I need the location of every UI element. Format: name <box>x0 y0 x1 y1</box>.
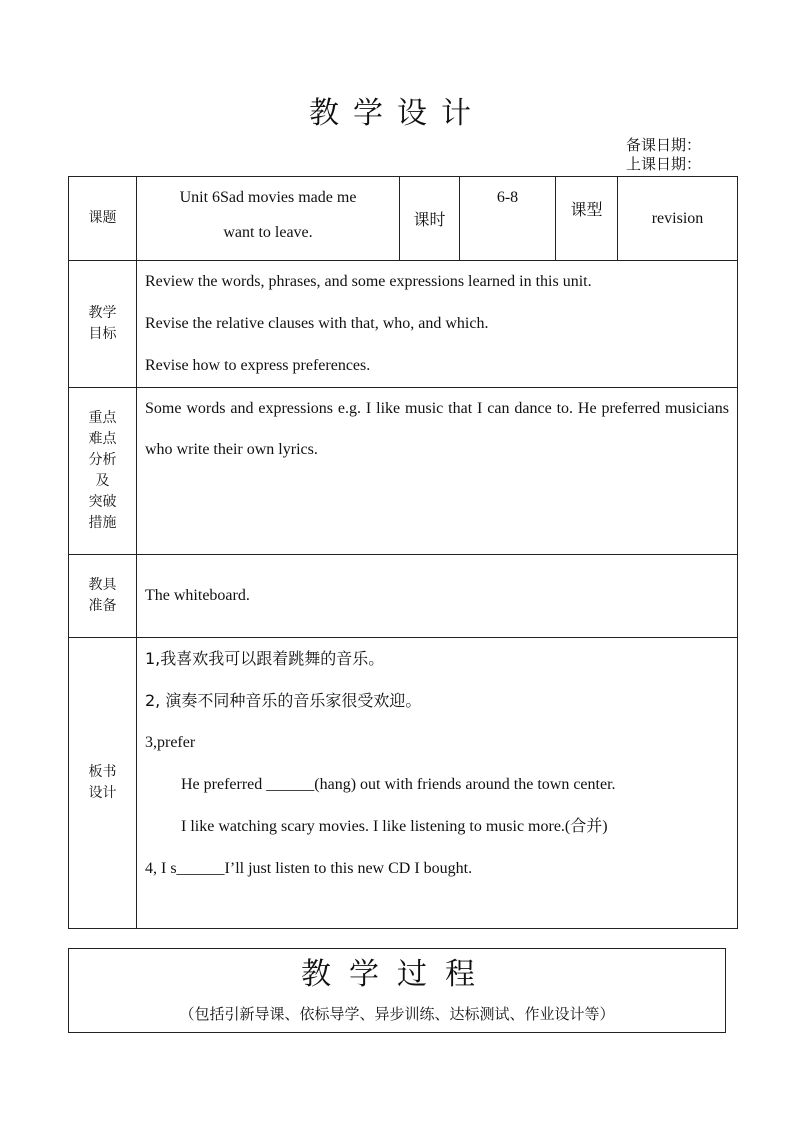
date-block <box>626 136 701 174</box>
objectives-label <box>69 261 137 388</box>
objective-item: Revise how to express preferences. <box>145 357 371 374</box>
lesson-plan-table <box>68 176 738 929</box>
objective-item: Revise the relative clauses with that, who, and which. <box>145 315 489 332</box>
board-label-line: 设计 <box>88 785 117 801</box>
board-line: 4, I s______I’ll just listen to this new CD I bought. <box>145 860 473 877</box>
materials-label-line: 准备 <box>88 598 117 614</box>
key-points-row <box>69 388 738 555</box>
type-value: revision <box>618 177 738 261</box>
materials-row <box>69 555 738 638</box>
objectives-content <box>137 261 738 388</box>
objective-item: Review the words, phrases, and some expressions learned in this unit. <box>145 273 592 290</box>
objectives-label-line: 教学 <box>88 305 117 321</box>
process-title: 教学过程 <box>301 957 493 992</box>
key-points-label-line: 突破 <box>88 494 117 510</box>
period-label: 课时 <box>400 177 460 261</box>
topic-line-1: Unit 6Sad movies made me <box>179 189 357 206</box>
objectives-row <box>69 261 738 388</box>
class-date-label: 上课日期： <box>626 155 702 173</box>
topic-line-2: want to leave. <box>223 224 313 241</box>
board-label <box>69 638 137 929</box>
key-points-label-line: 重点 <box>88 410 117 426</box>
period-value: 6-8 <box>460 177 556 261</box>
board-line: I like watching scary movies. I like listening to music more.(合并) <box>181 818 608 835</box>
materials-label-line: 教具 <box>88 577 117 593</box>
prep-date-label: 备课日期： <box>626 136 702 154</box>
objectives-label-line: 目标 <box>88 326 117 342</box>
topic-label: 课题 <box>69 177 137 261</box>
process-subtitle: （包括引新导课、依标导学、异步训练、达标测试、作业设计等） <box>179 1005 615 1023</box>
board-label-line: 板书 <box>88 764 117 780</box>
process-box <box>68 948 726 1033</box>
board-line: 2, 演奏不同种音乐的音乐家很受欢迎。 <box>145 691 422 710</box>
key-points-content <box>137 388 738 555</box>
board-content <box>137 638 738 929</box>
key-points-label-line: 措施 <box>88 515 117 531</box>
board-line: 1,我喜欢我可以跟着跳舞的音乐。 <box>145 649 385 668</box>
topic-cell <box>137 177 400 261</box>
page-title: 教学设计 <box>309 96 485 131</box>
board-line: He preferred ______(hang) out with friends around the town center. <box>181 776 616 793</box>
key-points-label-line: 及 <box>95 473 110 489</box>
key-points-label-line: 难点 <box>88 431 117 447</box>
board-line: 3,prefer <box>145 734 196 751</box>
key-points-label <box>69 388 137 555</box>
key-points-label-line: 分析 <box>88 452 117 468</box>
info-row <box>69 177 738 261</box>
key-points-text: Some words and expressions e.g. I like music that I can dance to. He preferred musicians who write their own lyrics. <box>145 400 729 458</box>
materials-label <box>69 555 137 638</box>
type-label: 课型 <box>556 177 618 261</box>
materials-content: The whiteboard. <box>137 555 738 638</box>
board-row <box>69 638 738 929</box>
